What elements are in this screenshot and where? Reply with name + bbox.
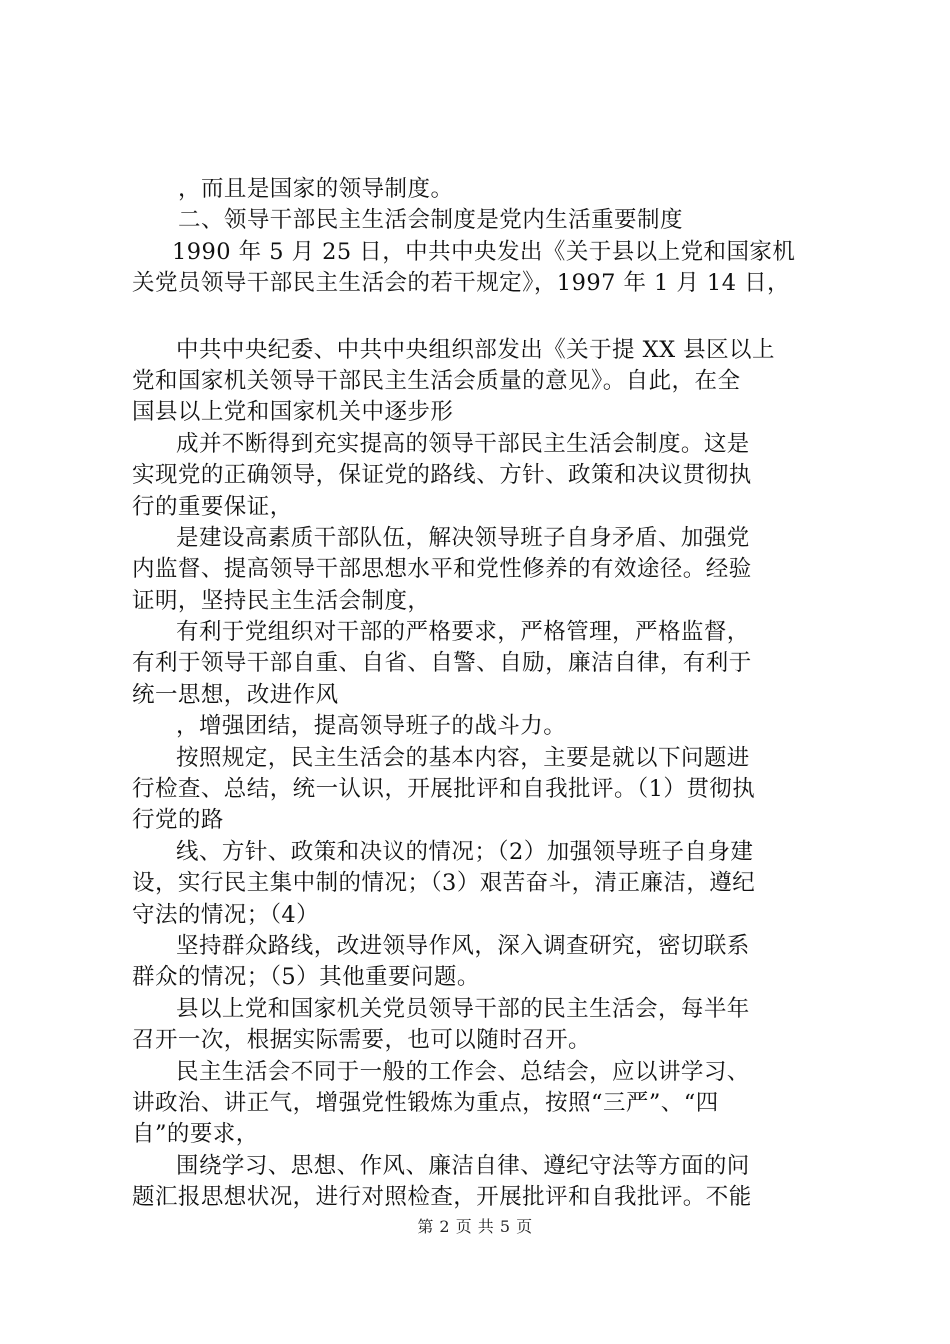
section-heading: 二、领导干部民主生活会制度是党内生活重要制度 (178, 207, 683, 234)
text-line: 成并不断得到充实提高的领导干部民主生活会制度。这是 (176, 430, 750, 457)
page-number-footer: 第 2 页 共 5 页 (417, 1217, 533, 1236)
text-line: 群众的情况；（5）其他重要问题。 (132, 964, 480, 991)
text-line: 行党的路 (132, 807, 224, 834)
text-line: 县以上党和国家机关党员领导干部的民主生活会，每半年 (176, 995, 750, 1022)
text-line: 题汇报思想状况，进行对照检查，开展批评和自我批评。不能 (132, 1184, 752, 1211)
text-line: 按照规定，民主生活会的基本内容，主要是就以下问题进 (176, 744, 750, 771)
text-line: 中共中央纪委、中共中央组织部发出《关于提 XX 县区以上 (176, 336, 775, 363)
document-body (132, 174, 832, 1214)
text-line: 内监督、提高领导干部思想水平和党性修养的有效途径。经验 (132, 556, 752, 583)
text-line: 证明，坚持民主生活会制度， (132, 587, 431, 614)
text-line: 有利于领导干部自重、自省、自警、自励，廉洁自律，有利于 (132, 650, 752, 677)
text-line: 有利于党组织对干部的严格要求，严格管理，严格监督， (176, 619, 750, 646)
text-line: 关党员领导干部民主生活会的若干规定》，1997 年 1 月 14 日， (132, 270, 790, 297)
text-line: 线、方针、政策和决议的情况；（2）加强领导班子自身建 (176, 838, 754, 865)
text-line: 党和国家机关领导干部民主生活会质量的意见》。自此，在全 (132, 367, 741, 394)
text-line: 设，实行民主集中制的情况；（3）艰苦奋斗，清正廉洁，遵纪 (132, 870, 756, 897)
text-line: 召开一次，根据实际需要，也可以随时召开。 (132, 1027, 592, 1054)
text-line: 围绕学习、思想、作风、廉洁自律、遵纪守法等方面的问 (176, 1152, 750, 1179)
text-line: 行检查、总结，统一认识，开展批评和自我批评。（1）贯彻执 (132, 776, 756, 803)
text-line: 坚持群众路线，改进领导作风，深入调查研究，密切联系 (176, 932, 750, 959)
text-line: 实现党的正确领导，保证党的路线、方针、政策和决议贯彻执 (132, 462, 752, 489)
text-line: 1990 年 5 月 25 日，中共中央发出《关于县以上党和国家机 (172, 238, 796, 265)
text-line: 是建设高素质干部队伍，解决领导班子自身矛盾、加强党 (176, 524, 750, 551)
text-line: 自”的要求， (132, 1121, 259, 1148)
text-line: ，增强团结，提高领导班子的战斗力。 (176, 713, 567, 740)
text-line: 行的重要保证， (132, 493, 293, 520)
text-line: 国县以上党和国家机关中逐步形 (132, 399, 454, 426)
text-line: ，而且是国家的领导制度。 (178, 176, 454, 202)
text-line: 守法的情况；（4） (132, 901, 320, 928)
text-line: 统一思想，改进作风 (132, 681, 339, 708)
paragraph-gap (132, 300, 832, 335)
text-line: 讲政治、讲正气，增强党性锻炼为重点，按照“三严”、“四 (132, 1089, 719, 1116)
text-line: 民主生活会不同于一般的工作会、总结会，应以讲学习、 (176, 1058, 750, 1085)
